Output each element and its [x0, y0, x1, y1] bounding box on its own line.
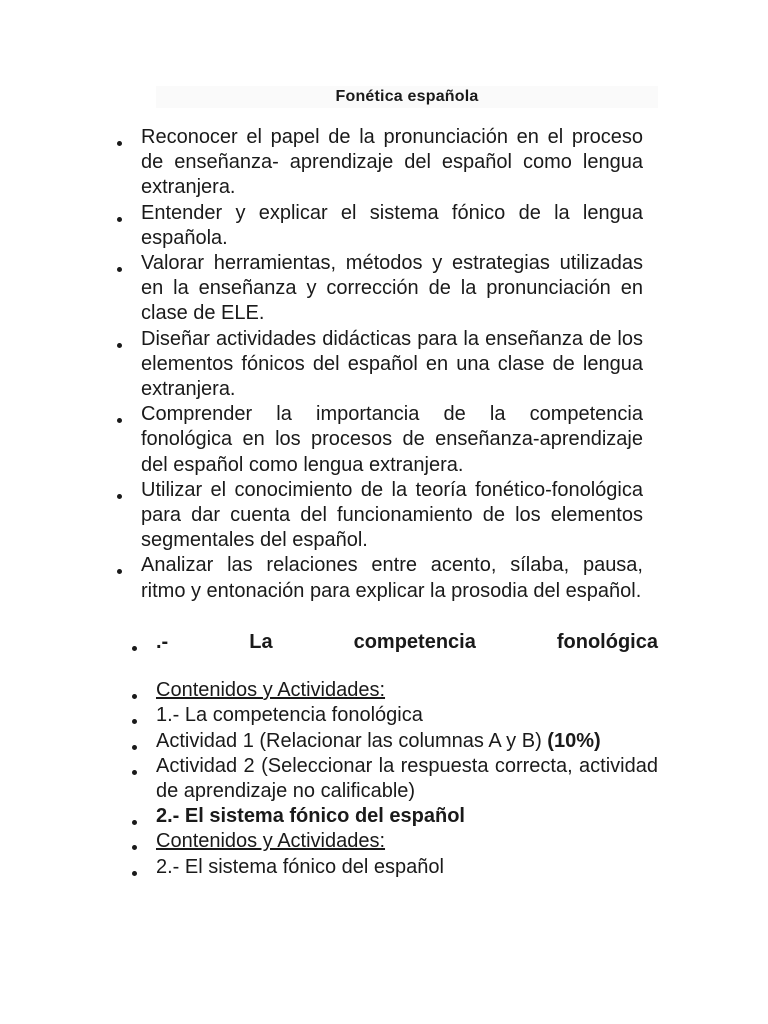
unit2-contents-label: Contenidos y Actividades:: [156, 830, 386, 853]
unit1-topic: 1.- La competencia fonológica: [131, 703, 658, 728]
unit1-heading-word: fonológica: [556, 631, 658, 653]
unit1-contents-label-item: [131, 678, 658, 703]
unit1-heading-line: [156, 630, 658, 655]
objective-item: Diseñar actividades didácticas para la enseñanza de los elementos fónicos del español en una clase de lengua extranjera.: [116, 327, 643, 403]
unit1-heading-word: .-: [156, 631, 169, 653]
unit1-heading-word: La: [249, 631, 273, 653]
objective-item: Analizar las relaciones entre acento, sílaba, pausa, ritmo y entonación para explicar la prosodia del español.: [116, 553, 643, 603]
objective-item: Valorar herramientas, métodos y estrategias utilizadas en la enseñanza y corrección de la pronunciación en clase de ELE.: [116, 251, 643, 327]
unit2-topic: 2.- El sistema fónico del español: [131, 855, 658, 880]
unit1-contents-label: Contenidos y Actividades:: [156, 679, 386, 702]
unit2-contents-label-item: [131, 829, 658, 854]
unit1-heading-word: competencia: [353, 631, 476, 653]
objectives-list: [116, 125, 643, 604]
unit1-activity1: [131, 729, 658, 754]
objective-item: Utilizar el conocimiento de la teoría fonético-fonológica para dar cuenta del funcionamiento de los elementos segmentales del español.: [116, 478, 643, 554]
page-title: Fonética española: [335, 88, 479, 105]
contents-list: [131, 630, 658, 880]
unit2-heading: 2.- El sistema fónico del español: [131, 804, 658, 829]
title-bar: [156, 86, 658, 108]
objective-item: Reconocer el papel de la pronunciación en el proceso de enseñanza- aprendizaje del español como lengua extranjera.: [116, 125, 643, 201]
objective-item: Entender y explicar el sistema fónico de la lengua española.: [116, 201, 643, 251]
unit1-activity2: Actividad 2 (Seleccionar la respuesta correcta, actividad de aprendizaje no calificable): [131, 754, 658, 804]
objective-item: Comprender la importancia de la competencia fonológica en los procesos de enseñanza-aprendizaje del español como lengua extranjera.: [116, 402, 643, 478]
unit1-heading: [131, 630, 658, 655]
unit1-activity1-weight: (10%): [547, 729, 601, 752]
unit1-activity1-text: Actividad 1 (Relacionar las columnas A y B): [156, 729, 542, 752]
